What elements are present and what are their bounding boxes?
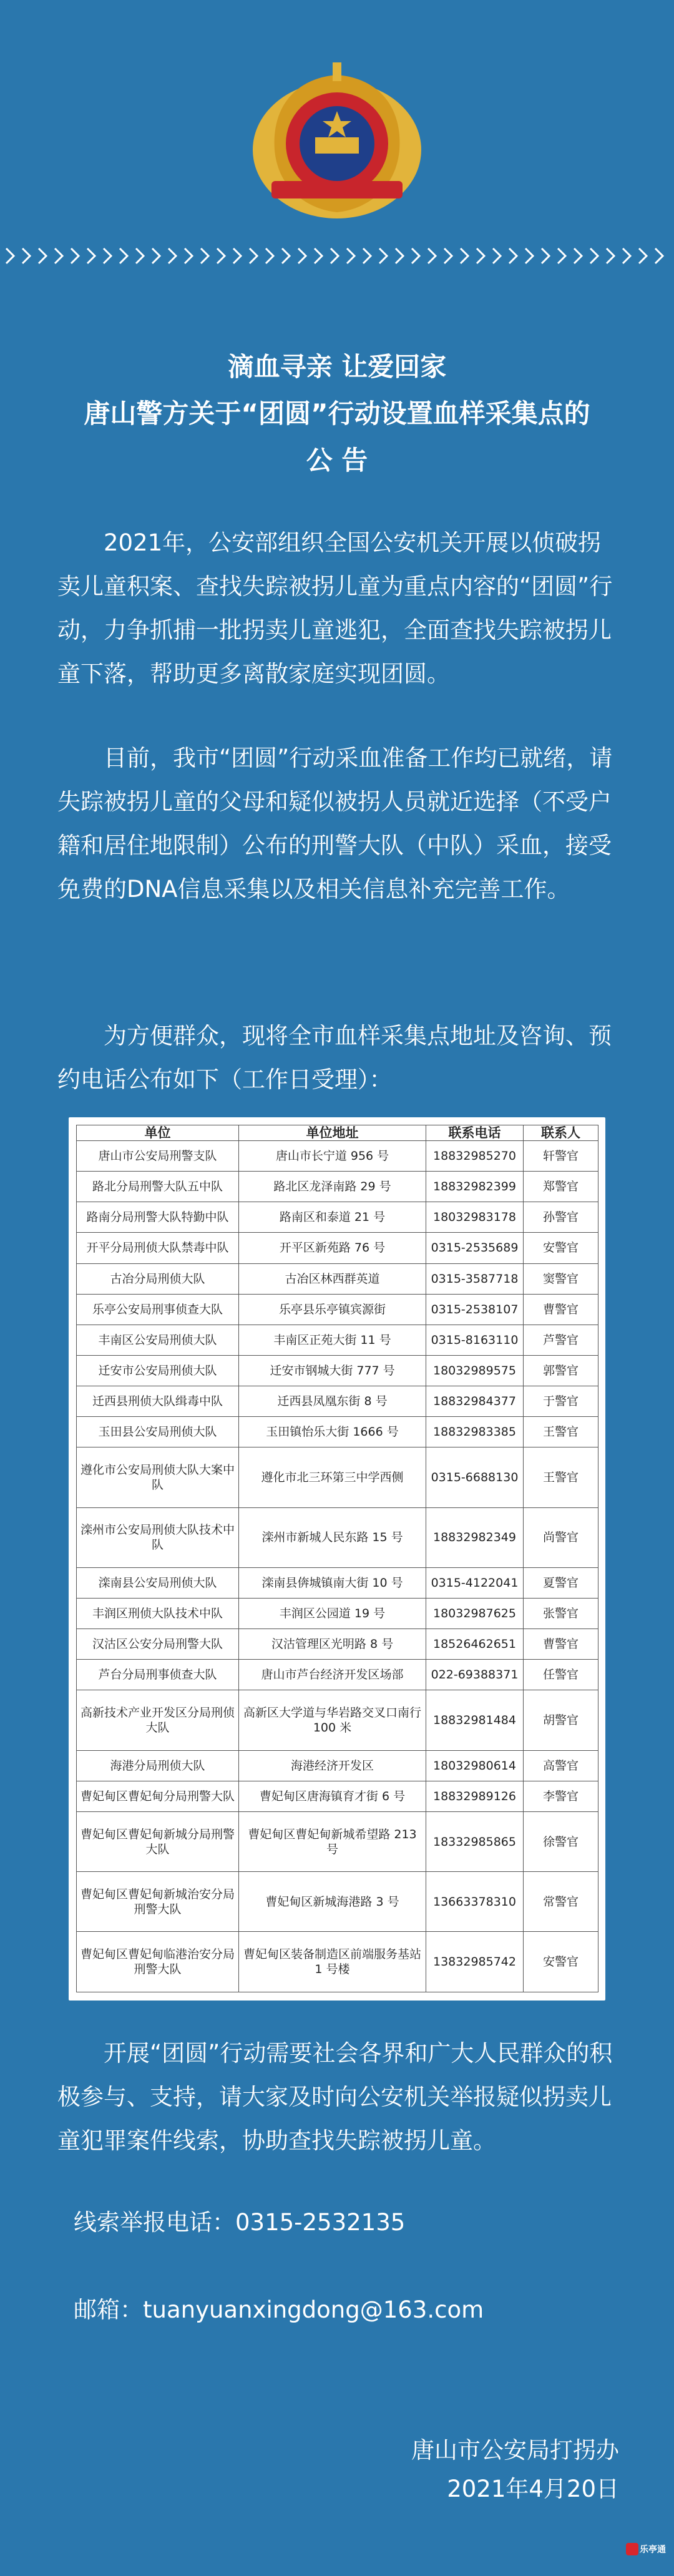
hotline-line bbox=[74, 2203, 405, 2237]
cell-unit: 曹妃甸区曹妃甸新城分局刑警大队 bbox=[77, 1811, 239, 1871]
cell-unit: 遵化市公安局刑侦大队大案中队 bbox=[77, 1447, 239, 1507]
cell-phone[interactable]: 18032980614 bbox=[426, 1750, 524, 1781]
cell-address: 开平区新苑路 76 号 bbox=[239, 1233, 426, 1263]
cell-address: 高新区大学道与华岩路交叉口南行 100 米 bbox=[239, 1690, 426, 1750]
table-row bbox=[77, 1781, 598, 1811]
notice-title-line2: 唐山警方关于“团圆”行动设置血样采集点的 bbox=[84, 398, 590, 429]
table-row bbox=[77, 1811, 598, 1871]
cell-contact: 曹警官 bbox=[524, 1294, 598, 1325]
table-row bbox=[77, 1447, 598, 1507]
cell-address: 曹妃甸区唐海镇育才街 6 号 bbox=[239, 1781, 426, 1811]
cell-phone[interactable]: 18832985270 bbox=[426, 1141, 524, 1172]
cell-address: 滦州市新城人民东路 15 号 bbox=[239, 1507, 426, 1567]
cell-unit: 路北分局刑警大队五中队 bbox=[77, 1172, 239, 1202]
collection-points-table bbox=[76, 1125, 598, 1992]
cell-unit: 高新技术产业开发区分局刑侦大队 bbox=[77, 1690, 239, 1750]
cell-unit: 丰南区公安局刑侦大队 bbox=[77, 1325, 239, 1355]
cell-contact: 于警官 bbox=[524, 1386, 598, 1417]
cell-unit: 路南分局刑警大队特勤中队 bbox=[77, 1202, 239, 1233]
cell-phone[interactable]: 13832985742 bbox=[426, 1932, 524, 1992]
cell-address: 丰南区正苑大街 11 号 bbox=[239, 1325, 426, 1355]
cell-contact: 胡警官 bbox=[524, 1690, 598, 1750]
table-row bbox=[77, 1629, 598, 1660]
cell-contact: 王警官 bbox=[524, 1447, 598, 1507]
cell-unit: 古冶分局刑侦大队 bbox=[77, 1263, 239, 1294]
cell-unit: 曹妃甸区曹妃甸分局刑警大队 bbox=[77, 1781, 239, 1811]
police-emblem-icon bbox=[247, 56, 427, 225]
cell-unit: 滦南县公安局刑侦大队 bbox=[77, 1567, 239, 1598]
table-row bbox=[77, 1598, 598, 1628]
cell-address: 乐亭县乐亭镇宾源街 bbox=[239, 1294, 426, 1325]
cell-unit: 唐山市公安局刑警支队 bbox=[77, 1141, 239, 1172]
table-row bbox=[77, 1233, 598, 1263]
cell-phone[interactable]: 18832982399 bbox=[426, 1172, 524, 1202]
cell-contact: 徐警官 bbox=[524, 1811, 598, 1871]
cell-contact: 常警官 bbox=[524, 1872, 598, 1932]
cell-phone[interactable]: 18832989126 bbox=[426, 1781, 524, 1811]
notice-title-line1: 滴血寻亲 让爱回家 bbox=[227, 351, 447, 382]
cell-unit: 丰润区刑侦大队技术中队 bbox=[77, 1598, 239, 1628]
cell-phone[interactable]: 0315-3587718 bbox=[426, 1263, 524, 1294]
cell-address: 古冶区林西群英道 bbox=[239, 1263, 426, 1294]
cell-phone[interactable]: 18832984377 bbox=[426, 1386, 524, 1417]
cell-phone[interactable]: 13663378310 bbox=[426, 1872, 524, 1932]
table-row bbox=[77, 1294, 598, 1325]
cell-address: 海港经济开发区 bbox=[239, 1750, 426, 1781]
cell-address: 路南区和泰道 21 号 bbox=[239, 1202, 426, 1233]
cell-contact: 张警官 bbox=[524, 1598, 598, 1628]
email-address[interactable]: tuanyuanxingdong@163.com bbox=[143, 2296, 484, 2323]
cell-address: 唐山市长宁道 956 号 bbox=[239, 1141, 426, 1172]
cell-phone[interactable]: 18332985865 bbox=[426, 1811, 524, 1871]
cell-phone[interactable]: 0315-2535689 bbox=[426, 1233, 524, 1263]
table-row bbox=[77, 1417, 598, 1447]
cell-unit: 开平分局刑侦大队禁毒中队 bbox=[77, 1233, 239, 1263]
cell-contact: 安警官 bbox=[524, 1932, 598, 1992]
cell-phone[interactable]: 0315-6688130 bbox=[426, 1447, 524, 1507]
table-row bbox=[77, 1263, 598, 1294]
cell-unit: 滦州市公安局刑侦大队技术中队 bbox=[77, 1507, 239, 1567]
cell-contact: 窦警官 bbox=[524, 1263, 598, 1294]
cell-unit: 曹妃甸区曹妃甸新城治安分局刑警大队 bbox=[77, 1872, 239, 1932]
cell-phone[interactable]: 18032989575 bbox=[426, 1355, 524, 1386]
cell-contact: 孙警官 bbox=[524, 1202, 598, 1233]
cell-contact: 王警官 bbox=[524, 1417, 598, 1447]
cell-phone[interactable]: 18832981484 bbox=[426, 1690, 524, 1750]
table-row bbox=[77, 1202, 598, 1233]
cell-address: 滦南县倴城镇南大街 10 号 bbox=[239, 1567, 426, 1598]
table-row bbox=[77, 1172, 598, 1202]
cell-unit: 乐亭公安局刑事侦查大队 bbox=[77, 1294, 239, 1325]
cell-phone[interactable]: 18832982349 bbox=[426, 1507, 524, 1567]
cell-phone[interactable]: 18832983385 bbox=[426, 1417, 524, 1447]
cell-unit: 汉沽区公安分局刑警大队 bbox=[77, 1629, 239, 1660]
table-row bbox=[77, 1141, 598, 1172]
brand-watermark bbox=[626, 2542, 670, 2569]
cell-address: 汉沽管理区光明路 8 号 bbox=[239, 1629, 426, 1660]
hotline-number[interactable]: 0315-2532135 bbox=[235, 2209, 406, 2236]
cell-contact: 夏警官 bbox=[524, 1567, 598, 1598]
table-row bbox=[77, 1355, 598, 1386]
cell-unit: 迁安市公安局刑侦大队 bbox=[77, 1355, 239, 1386]
cell-contact: 高警官 bbox=[524, 1750, 598, 1781]
paragraph-3: 为方便群众，现将全市血样采集点地址及咨询、预约电话公布如下（工作日受理）： bbox=[57, 1022, 612, 1093]
cell-address: 迁安市钢城大街 777 号 bbox=[239, 1355, 426, 1386]
table-row bbox=[77, 1660, 598, 1690]
cell-contact: 任警官 bbox=[524, 1660, 598, 1690]
cell-unit: 迁西县刑侦大队缉毒中队 bbox=[77, 1386, 239, 1417]
table-header-row bbox=[77, 1125, 598, 1141]
paragraph-1: 2021年，公安部组织全国公安机关开展以侦破拐卖儿童积案、查找失踪被拐儿童为重点内容的“团圆”行动，力争抓捕一批拐卖儿童逃犯，全面查找失踪被拐儿童下落，帮助更多离散家庭实现团圆。 bbox=[57, 529, 613, 687]
table-row bbox=[77, 1325, 598, 1355]
table-row bbox=[77, 1567, 598, 1598]
cell-contact: 曹警官 bbox=[524, 1629, 598, 1660]
cell-address: 玉田镇怡乐大街 1666 号 bbox=[239, 1417, 426, 1447]
header-address: 单位地址 bbox=[239, 1125, 426, 1141]
hotline-label: 线索举报电话： bbox=[74, 2209, 235, 2236]
paragraph-2: 目前，我市“团圆”行动采血准备工作均已就绪，请失踪被拐儿童的父母和疑似被拐人员就近选择（不受户籍和居住地限制）公布的刑警大队（中队）采血，接受免费的DNA信息采集以及相关信息补充完善工作。 bbox=[57, 745, 613, 903]
cell-address: 唐山市芦台经济开发区场部 bbox=[239, 1660, 426, 1690]
table-row bbox=[77, 1932, 598, 1992]
chevron-pattern-icon bbox=[0, 243, 674, 268]
cell-phone[interactable]: 0315-8163110 bbox=[426, 1325, 524, 1355]
cell-unit: 曹妃甸区曹妃甸临港治安分局刑警大队 bbox=[77, 1932, 239, 1992]
cell-address: 路北区龙泽南路 29 号 bbox=[239, 1172, 426, 1202]
cell-contact: 尚警官 bbox=[524, 1507, 598, 1567]
header-unit: 单位 bbox=[77, 1125, 239, 1141]
cell-address: 曹妃甸区装备制造区前端服务基站 1 号楼 bbox=[239, 1932, 426, 1992]
email-line bbox=[74, 2291, 484, 2324]
signature-block bbox=[411, 2431, 619, 2509]
paragraph-4: 开展“团圆”行动需要社会各界和广大人民群众的积极参与、支持，请大家及时向公安机关举报疑似拐卖儿童犯罪案件线索，协助查找失踪被拐儿童。 bbox=[57, 2040, 613, 2154]
cell-contact: 李警官 bbox=[524, 1781, 598, 1811]
cell-phone[interactable]: 0315-4122041 bbox=[426, 1567, 524, 1598]
cell-address: 迁西县凤凰东街 8 号 bbox=[239, 1386, 426, 1417]
email-label: 邮箱： bbox=[74, 2296, 143, 2323]
cell-contact: 轩警官 bbox=[524, 1141, 598, 1172]
cell-contact: 安警官 bbox=[524, 1233, 598, 1263]
cell-phone[interactable]: 18032987625 bbox=[426, 1598, 524, 1628]
table-row bbox=[77, 1750, 598, 1781]
cell-address: 曹妃甸区新城海港路 3 号 bbox=[239, 1872, 426, 1932]
cell-contact: 芦警官 bbox=[524, 1325, 598, 1355]
signature-date: 2021年4月20日 bbox=[447, 2476, 619, 2502]
cell-phone[interactable]: 022-69388371 bbox=[426, 1660, 524, 1690]
cell-phone[interactable]: 18526462651 bbox=[426, 1629, 524, 1660]
collection-points-table-card bbox=[69, 1117, 605, 2001]
signature-org: 唐山市公安局打拐办 bbox=[411, 2437, 619, 2464]
brand-name: 乐亭通 bbox=[640, 2545, 666, 2555]
cell-contact: 郭警官 bbox=[524, 1355, 598, 1386]
cell-phone[interactable]: 0315-2538107 bbox=[426, 1294, 524, 1325]
cell-address: 丰润区公园道 19 号 bbox=[239, 1598, 426, 1628]
table-row bbox=[77, 1507, 598, 1567]
cell-unit: 海港分局刑侦大队 bbox=[77, 1750, 239, 1781]
cell-contact: 郑警官 bbox=[524, 1172, 598, 1202]
table-row bbox=[77, 1872, 598, 1932]
header-phone: 联系电话 bbox=[426, 1125, 524, 1141]
table-row bbox=[77, 1690, 598, 1750]
header-contact: 联系人 bbox=[524, 1125, 598, 1141]
cell-unit: 玉田县公安局刑侦大队 bbox=[77, 1417, 239, 1447]
cell-address: 曹妃甸区曹妃甸新城希望路 213 号 bbox=[239, 1811, 426, 1871]
table-row bbox=[77, 1386, 598, 1417]
notice-title-line3: 公 告 bbox=[306, 445, 368, 476]
cell-address: 遵化市北三环第三中学西侧 bbox=[239, 1447, 426, 1507]
cell-unit: 芦台分局刑事侦查大队 bbox=[77, 1660, 239, 1690]
cell-phone[interactable]: 18032983178 bbox=[426, 1202, 524, 1233]
